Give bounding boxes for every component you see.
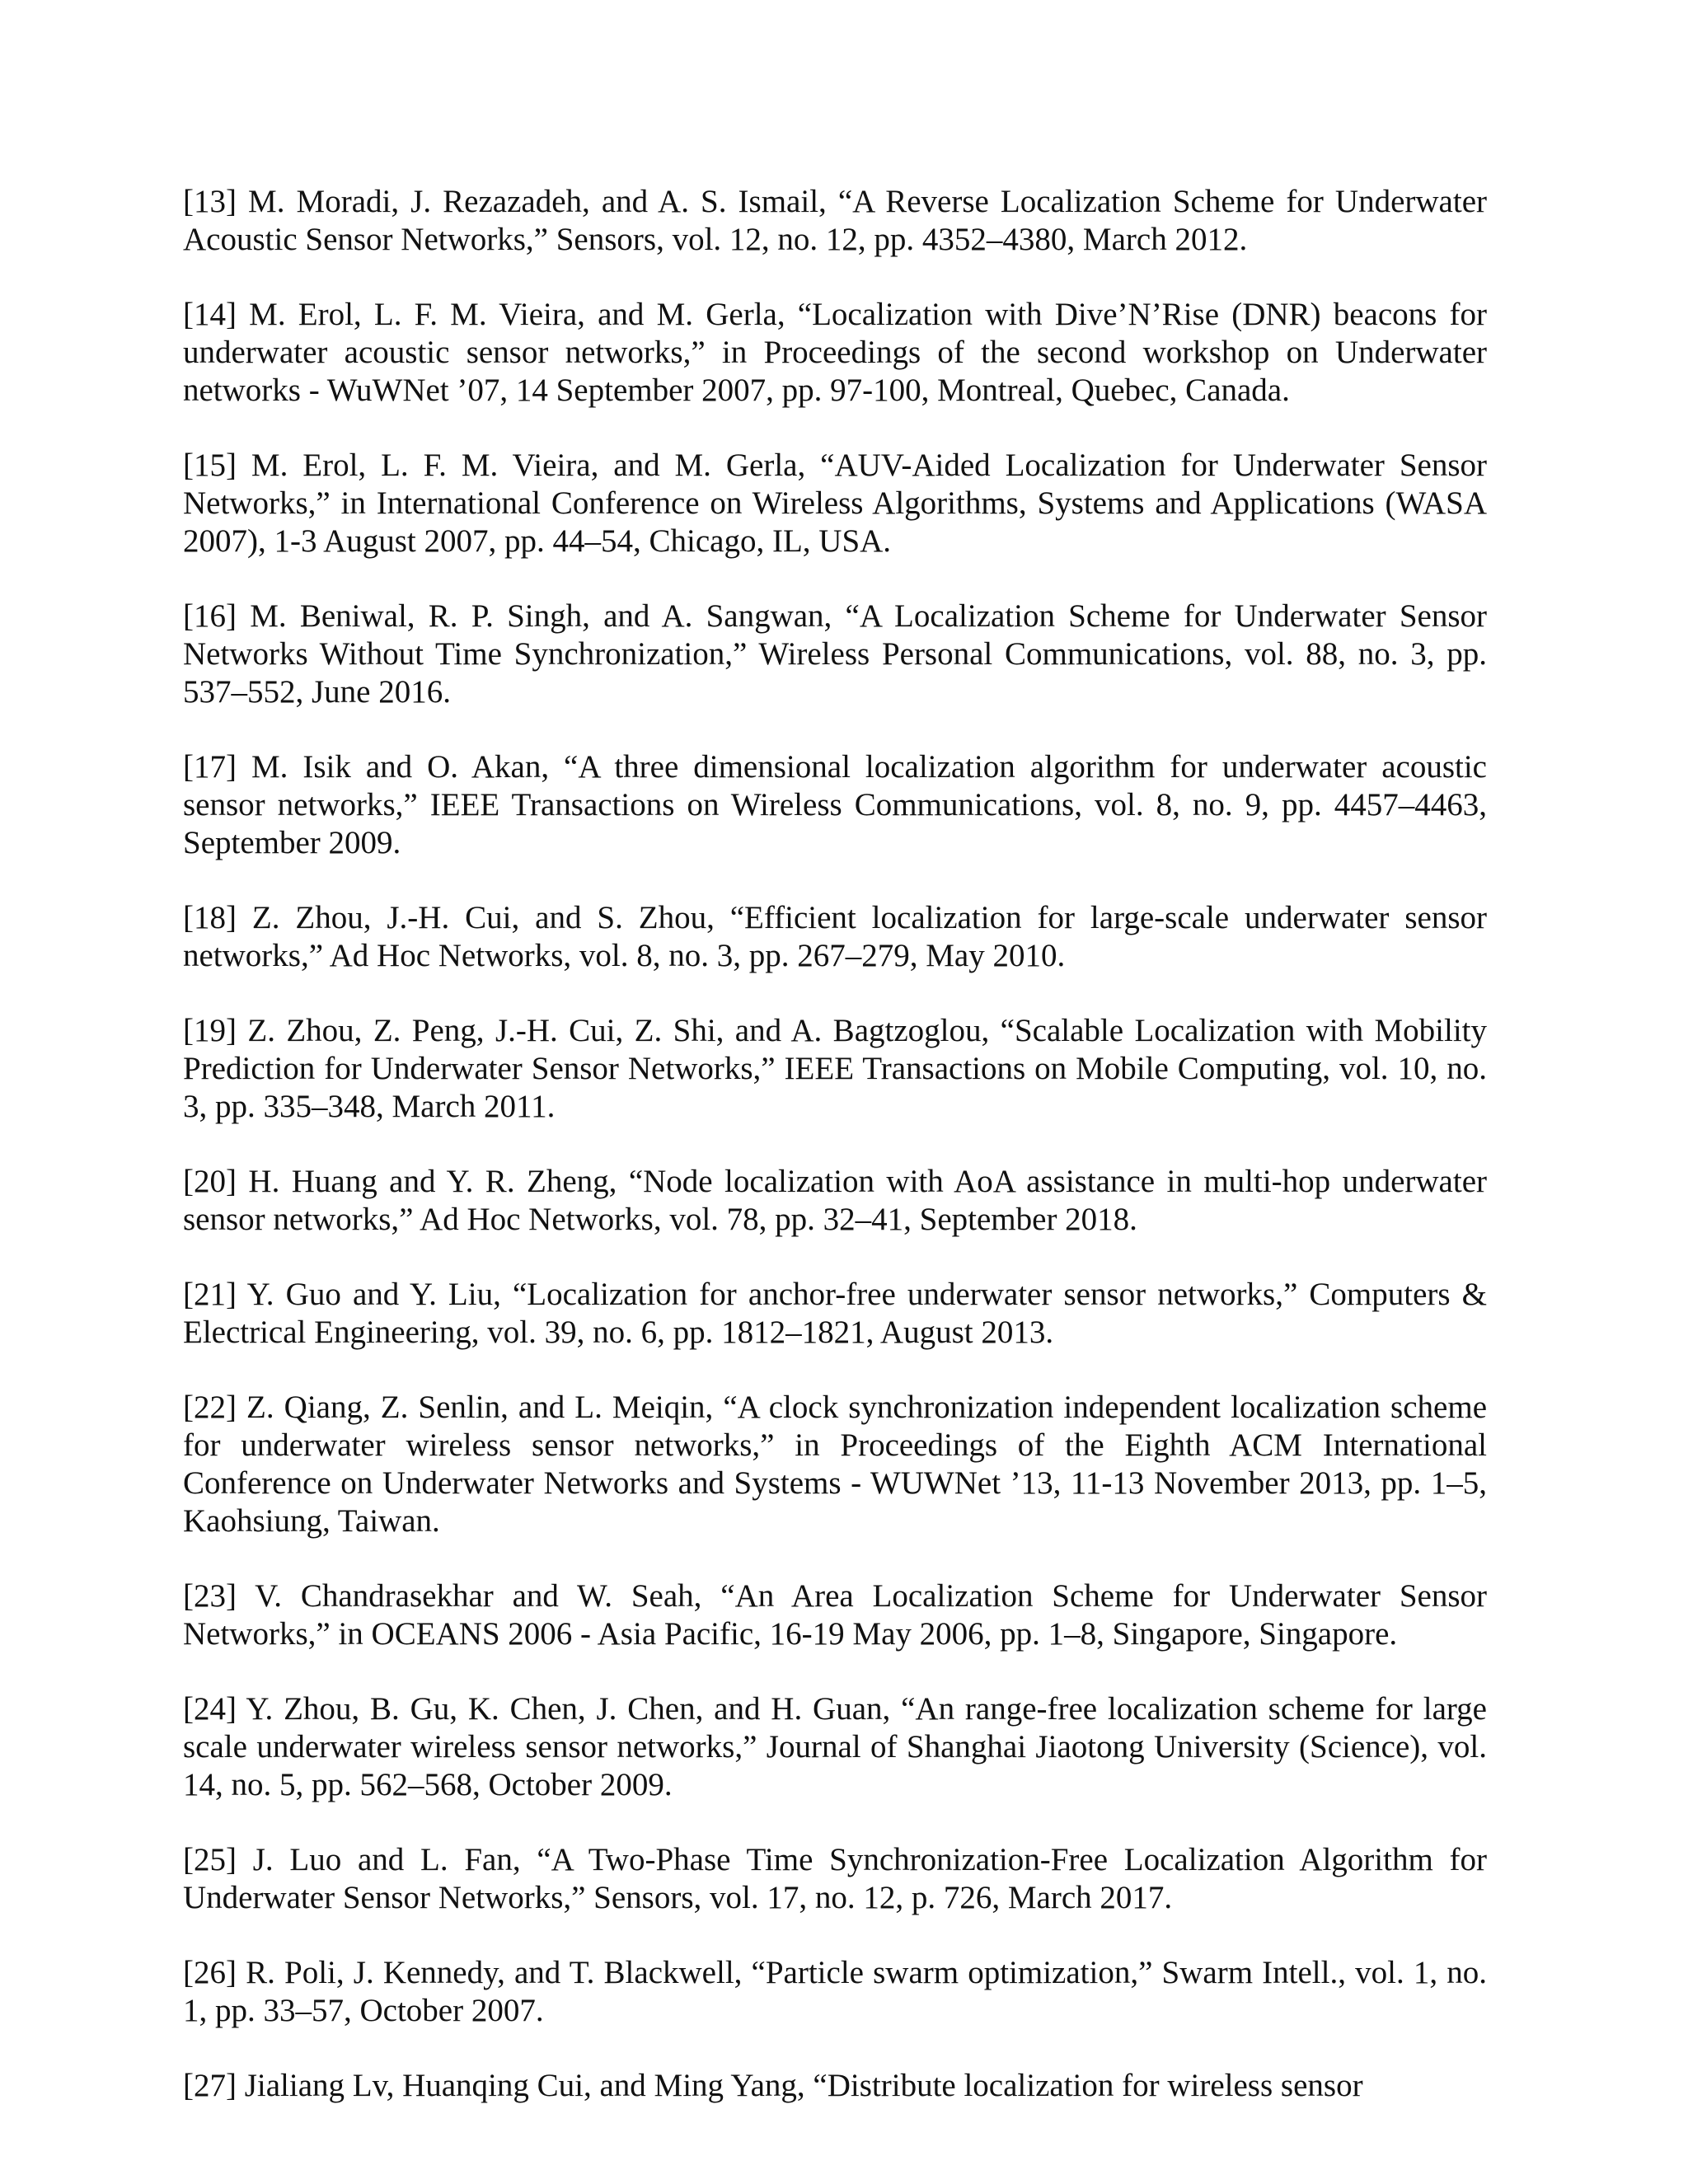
reference-19: [19] Z. Zhou, Z. Peng, J.-H. Cui, Z. Shi, and A. Bagtzoglou, “Scalable Localization with Mobility Prediction for Underwater Sensor Networks,” IEEE Transactions on Mobile Computing, vol. 10, no. 3, pp. 335–348, March 2011. bbox=[183, 1013, 1487, 1124]
reference-27: [27] Jialiang Lv, Huanqing Cui, and Ming Yang, “Distribute localization for wireless sensor bbox=[183, 2068, 1363, 2103]
reference-17: [17] M. Isik and O. Akan, “A three dimensional localization algorithm for underwater acoustic sensor networks,” IEEE Transactions on Wireless Communications, vol. 8, no. 9, pp. 4457–4463, September 2009. bbox=[183, 749, 1487, 860]
reference-18: [18] Z. Zhou, J.-H. Cui, and S. Zhou, “Efficient localization for large-scale underwater sensor networks,” Ad Hoc Networks, vol. 8, no. 3, pp. 267–279, May 2010. bbox=[183, 900, 1487, 973]
reference-13: [13] M. Moradi, J. Rezazadeh, and A. S. Ismail, “A Reverse Localization Scheme for Underwater Acoustic Sensor Networks,” Sensors, vol. 12, no. 12, pp. 4352–4380, March 2012. bbox=[183, 184, 1487, 257]
reference-26: [26] R. Poli, J. Kennedy, and T. Blackwell, “Particle swarm optimization,” Swarm Intell., vol. 1, no. 1, pp. 33–57, October 2007. bbox=[183, 1955, 1487, 2028]
reference-21: [21] Y. Guo and Y. Liu, “Localization for anchor-free underwater sensor networks,” Computers & Electrical Engineering, vol. 39, no. 6, pp. 1812–1821, August 2013. bbox=[183, 1277, 1487, 1350]
reference-25: [25] J. Luo and L. Fan, “A Two-Phase Time Synchronization-Free Localization Algorithm for Underwater Sensor Networks,” Sensors, vol. 17, no. 12, p. 726, March 2017. bbox=[183, 1842, 1487, 1915]
reference-list bbox=[183, 183, 1487, 2142]
reference-23: [23] V. Chandrasekhar and W. Seah, “An Area Localization Scheme for Underwater Sensor Networks,” in OCEANS 2006 - Asia Pacific, 16-19 May 2006, pp. 1–8, Singapore, Singapore. bbox=[183, 1578, 1487, 1652]
reference-15: [15] M. Erol, L. F. M. Vieira, and M. Gerla, “AUV-Aided Localization for Underwater Sensor Networks,” in International Conference on Wireless Algorithms, Systems and Applications (WASA 2007), 1-3 August 2007, pp. 44–54, Chicago, IL, USA. bbox=[183, 448, 1487, 559]
reference-20: [20] H. Huang and Y. R. Zheng, “Node localization with AoA assistance in multi-hop underwater sensor networks,” Ad Hoc Networks, vol. 78, pp. 32–41, September 2018. bbox=[183, 1164, 1487, 1237]
reference-16: [16] M. Beniwal, R. P. Singh, and A. Sangwan, “A Localization Scheme for Underwater Sensor Networks Without Time Synchronization,” Wireless Personal Communications, vol. 88, no. 3, pp. 537–552, June 2016. bbox=[183, 598, 1487, 710]
reference-22: [22] Z. Qiang, Z. Senlin, and L. Meiqin, “A clock synchronization independent localization scheme for underwater wireless sensor networks,” in Proceedings of the Eighth ACM International Conference on Underwater Networks and Systems - WUWNet ’13, 11-13 November 2013, pp. 1–5, Kaohsiung, Taiwan. bbox=[183, 1390, 1487, 1539]
reference-14: [14] M. Erol, L. F. M. Vieira, and M. Gerla, “Localization with Dive’N’Rise (DNR) beacons for underwater acoustic sensor networks,” in Proceedings of the second workshop on Underwater networks - WuWNet ’07, 14 September 2007, pp. 97-100, Montreal, Quebec, Canada. bbox=[183, 297, 1487, 408]
reference-24: [24] Y. Zhou, B. Gu, K. Chen, J. Chen, and H. Guan, “An range-free localization scheme for large scale underwater wireless sensor networks,” Journal of Shanghai Jiaotong University (Science), vol. 14, no. 5, pp. 562–568, October 2009. bbox=[183, 1691, 1487, 1802]
